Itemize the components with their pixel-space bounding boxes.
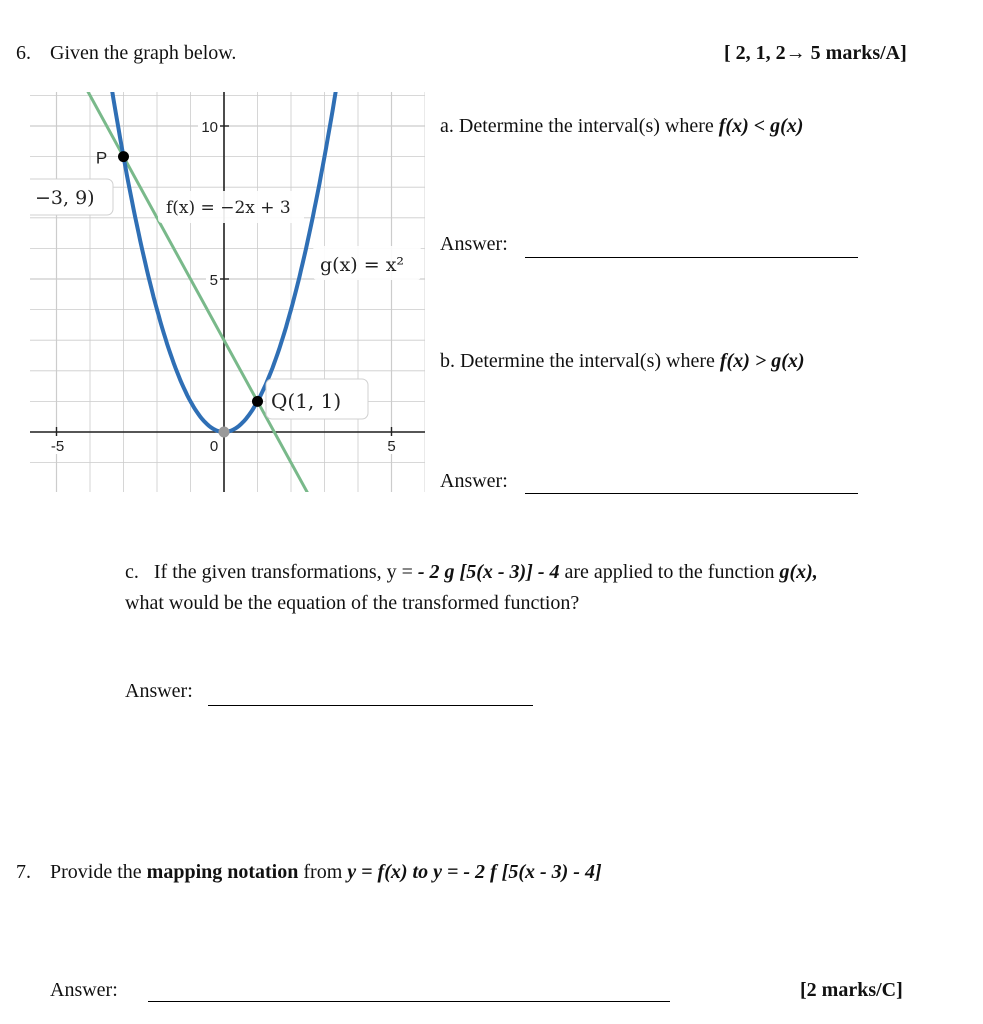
- q6-prompt: Given the graph below.: [50, 42, 237, 64]
- part-c-function: g(x),: [779, 561, 818, 583]
- origin-label: 0: [209, 438, 219, 455]
- part-b-answer-line[interactable]: [525, 493, 858, 494]
- q7-marks: [2 marks/C]: [800, 979, 903, 1001]
- q6-marks: [ 2, 1, 2→ 5 marks/A]: [724, 42, 907, 64]
- part-b-question: [440, 350, 805, 373]
- y-tick-label-10: 10: [201, 119, 218, 136]
- point-p[interactable]: [118, 151, 129, 162]
- part-c-answer-line[interactable]: [208, 705, 533, 706]
- part-a-answer-label: Answer:: [440, 233, 508, 255]
- part-a-prefix: a. Determine the interval(s) where: [440, 115, 719, 137]
- part-b-answer-label: Answer:: [440, 470, 508, 492]
- part-c-transformation: - 2 g [5(x - 3)] - 4: [417, 561, 560, 583]
- part-c-line1: [125, 561, 818, 584]
- origin-point[interactable]: [219, 427, 230, 438]
- part-c-answer-label: Answer:: [125, 680, 193, 702]
- point-p-label: P: [95, 148, 108, 168]
- part-a-expression: f(x) < g(x): [718, 115, 804, 137]
- part-a-answer-line[interactable]: [525, 257, 858, 258]
- function-graph: [30, 92, 425, 494]
- q7-prefix: Provide the: [50, 861, 147, 883]
- q7-mid: from: [298, 861, 348, 883]
- x-tick-label-5: 5: [387, 438, 396, 455]
- q7-prompt: [50, 861, 602, 884]
- q7-bold-term: mapping notation: [146, 861, 299, 883]
- part-c-prefix: If the given transformations, y =: [153, 561, 418, 583]
- part-c-line2: what would be the equation of the transformed function?: [125, 592, 580, 614]
- y-tick-label-5: 5: [209, 272, 218, 289]
- q7-answer-label: Answer:: [50, 979, 118, 1001]
- g-function-label: g(x) = x²: [320, 254, 405, 276]
- part-c-mid: are applied to the function: [559, 561, 780, 583]
- part-c-label: c.: [125, 561, 139, 583]
- f-function-label: f(x) = −2x + 3: [166, 198, 291, 218]
- part-b-expression: f(x) > g(x): [719, 350, 805, 372]
- x-tick-label-neg5: -5: [50, 438, 65, 455]
- q6-number: 6.: [16, 42, 31, 64]
- q7-answer-line[interactable]: [148, 1001, 670, 1002]
- q7-number: 7.: [16, 861, 31, 883]
- point-q[interactable]: [252, 396, 263, 407]
- part-b-prefix: b. Determine the interval(s) where: [440, 350, 720, 372]
- q7-expression: y = f(x) to y = - 2 f [5(x - 3) - 4]: [347, 861, 602, 883]
- part-a-question: [440, 115, 803, 138]
- point-q-label: Q(1, 1): [271, 389, 342, 413]
- p-coords-label: −3, 9): [35, 187, 95, 209]
